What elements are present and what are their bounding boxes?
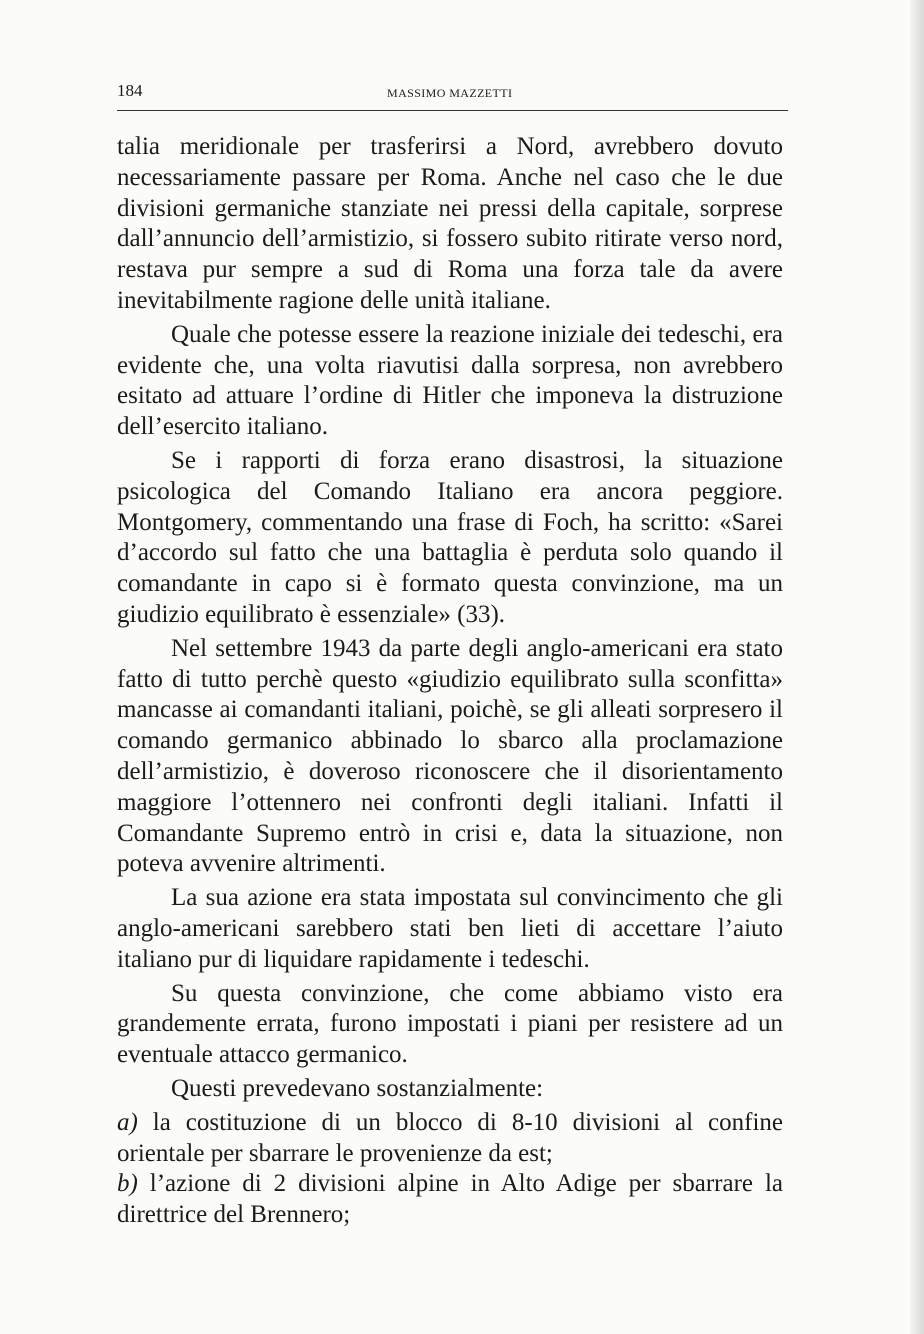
body-text bbox=[117, 132, 783, 1231]
list-marker-a: a) bbox=[117, 1108, 138, 1136]
paragraph-1: talia meridionale per trasferirsi a Nord, avrebbero dovuto necessariamente passare per Roma. Anche nel caso che le due divisioni germaniche stanziate nei pressi della capitale, sorprese dall’annuncio dell’armistizio, si fossero subito ritirate verso nord, restava pur sempre a sud di Roma una forza tale da avere inevitabilmente ragione delle unità italiane. bbox=[117, 133, 783, 314]
scan-edge-shadow bbox=[910, 0, 924, 1334]
page-header bbox=[117, 80, 788, 111]
list-item-a bbox=[117, 1108, 783, 1170]
list-item-b bbox=[117, 1169, 783, 1231]
list-marker-b: b) bbox=[117, 1170, 138, 1198]
running-head: MASSIMO MAZZETTI bbox=[387, 86, 513, 100]
paragraph-6: Su questa convinzione, che come abbiamo visto era grandemente errata, furono impostati i piani per resistere ad un eventuale attacco germanico. bbox=[117, 979, 783, 1069]
paragraph-5: La sua azione era stata impostata sul convincimento che gli anglo-americani sarebbero stati ben lieti di accettare l’aiuto italiano pur di liquidare rapidamente i tedeschi. bbox=[117, 884, 783, 973]
list-text-a: la costituzione di un blocco di 8-10 divisioni al confine orientale per sbarrare le provenienze da est; bbox=[117, 1108, 784, 1167]
paragraph-4: Nel settembre 1943 da parte degli anglo-americani era stato fatto di tutto perchè questo «giudizio equilibrato sulla sconfitta» mancasse ai comandanti italiani, poichè, se gli alleati sorpresero il comando germanico abbinado lo sbarco alla proclamazione dell’armistizio, è doveroso riconoscere che il disorientamento maggiore l’ottennero nei confronti degli italiani. Infatti il Comandante Supremo entrò in crisi e, data la situazione, non poteva avvenire altrimenti. bbox=[117, 634, 783, 878]
paragraph-3: Se i rapporti di forza erano disastrosi, la situazione psicologica del Comando Italiano era ancora peggiore. Montgomery, commentando una frase di Foch, ha scritto: «Sarei d’accordo sul fatto che una battaglia è perduta solo quando il comandante in capo si è formato questa convinzione, ma un giudizio equilibrato è essenziale» (33). bbox=[117, 446, 783, 628]
list-text-b: l’azione di 2 divisioni alpine in Alto Adige per sbarrare la direttrice del Brennero; bbox=[117, 1170, 784, 1229]
page-number: 184 bbox=[117, 81, 143, 100]
paragraph-7: Questi prevedevano sostanzialmente: bbox=[171, 1074, 544, 1102]
paragraph-2: Quale che potesse essere la reazione iniziale dei tedeschi, era evidente che, una volta riavutisi dalla sorpresa, non avrebbero esitato ad attuare l’ordine di Hitler che imponeva la distruzione dell’esercito italiano. bbox=[117, 320, 783, 441]
